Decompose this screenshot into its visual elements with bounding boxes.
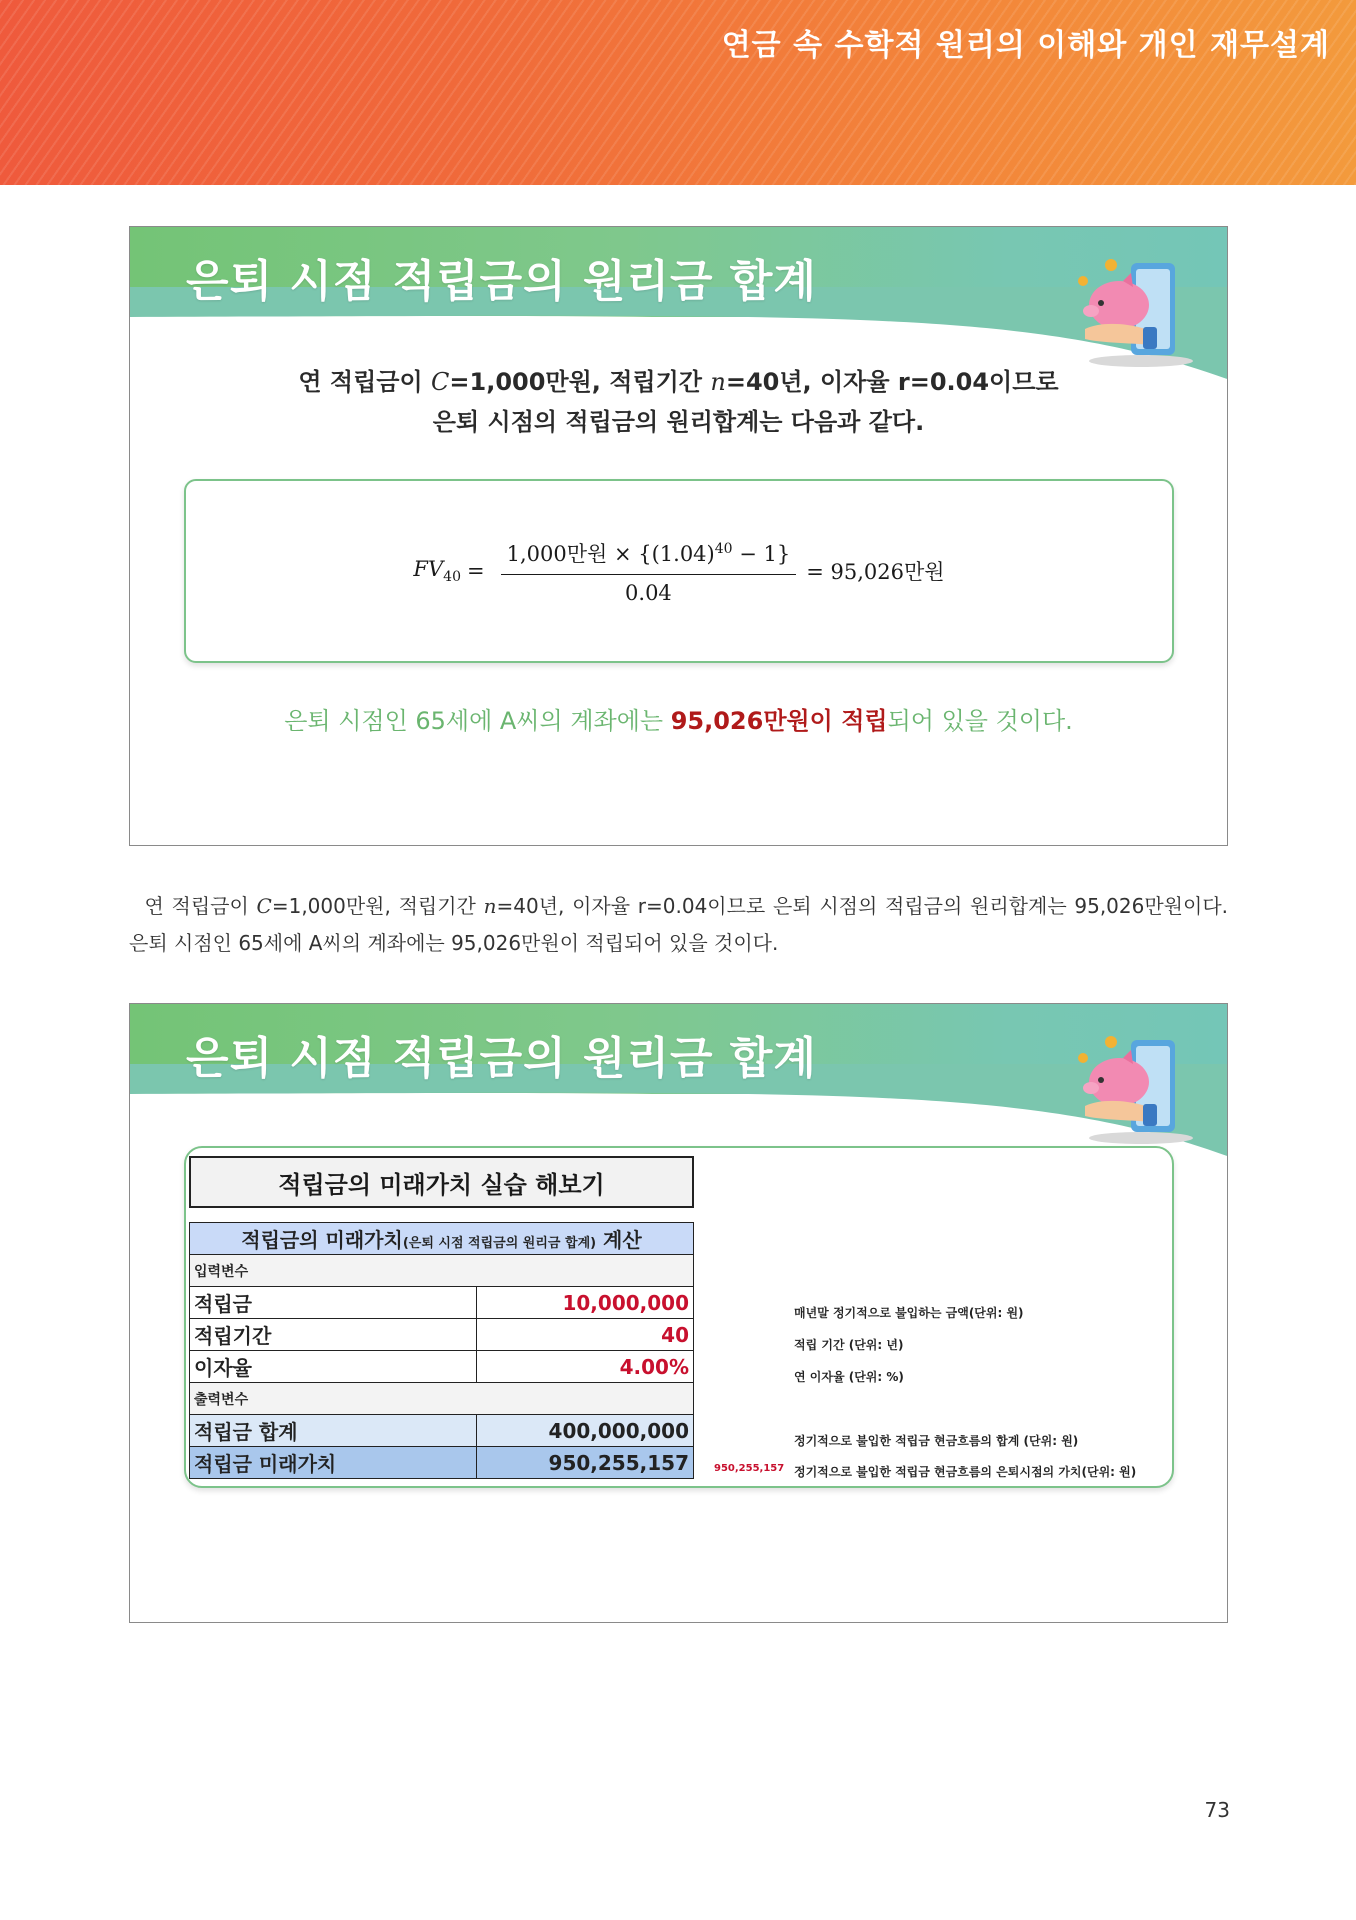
output-label: 적립금 합계 (190, 1415, 477, 1447)
running-header-title: 연금 속 수학적 원리의 이해와 개인 재무설계 (721, 28, 1330, 63)
formula-fv-subscript: 40 (443, 569, 461, 586)
body-variable-c: C (256, 894, 272, 918)
input-description: 매년말 정기적으로 불입하는 금액(단위: 원) (794, 1306, 1024, 1320)
table-header-cell (190, 1223, 694, 1255)
input-section-label: 입력변수 (190, 1255, 694, 1287)
page-header-band (0, 0, 1356, 185)
input-section-row (190, 1255, 694, 1287)
body-variable-n: n (483, 894, 497, 918)
output-description: 정기적으로 불입한 적립금 현금흐름의 은퇴시점의 가치(단위: 원) (794, 1465, 1137, 1479)
body-text-a: 연 적립금이 (144, 894, 257, 918)
future-value-formula (186, 481, 1172, 661)
table-row (190, 1287, 694, 1319)
page-number: 73 (1204, 1798, 1230, 1822)
output-description: 정기적으로 불입한 적립금 현금흐름의 합계 (단위: 원) (794, 1434, 1079, 1448)
variable-c: C (431, 368, 450, 396)
output-section-row (190, 1383, 694, 1415)
formula-fraction (501, 538, 797, 605)
input-label: 적립금 (190, 1287, 477, 1319)
formula-result: = 95,026만원 (806, 560, 945, 584)
input-value-cell[interactable]: 40 (477, 1319, 694, 1351)
table-header-row (190, 1223, 694, 1255)
formula-denominator: 0.04 (625, 580, 672, 605)
input-description: 연 이자율 (단위: %) (794, 1370, 904, 1384)
spreadsheet-title: 적립금의 미래가치 실습 해보기 (189, 1156, 694, 1208)
intro-line-1 (130, 362, 1227, 402)
formula-numerator (501, 538, 797, 575)
side-value-note: 950,255,157 (714, 1463, 785, 1474)
body-text-b: =1,000만원, 적립기간 (271, 894, 484, 918)
slide-retirement-sum-formula (129, 226, 1228, 846)
slide-title: 은퇴 시점 적립금의 원리금 합계 (186, 1033, 817, 1084)
conclusion-text-b: 되어 있을 것이다. (887, 707, 1073, 735)
header-text-b: (은퇴 시점 적립금의 원리금 합계) (402, 1236, 597, 1251)
piggy-bank-icon (1071, 1036, 1201, 1146)
intro-text-c: =40년, 이자율 r=0.04이므로 (725, 368, 1059, 396)
table-row (190, 1415, 694, 1447)
body-paragraph (129, 888, 1228, 962)
body-text-c: =40년, 이자율 r=0.04이므로 은퇴 시점의 적립금의 원리합계는 95,026만원이다. 은퇴 시점인 65세에 A씨의 계좌에는 95,026만원이 적립되어 있을 것이다. (129, 894, 1228, 955)
input-label: 이자율 (190, 1351, 477, 1383)
table-row (190, 1319, 694, 1351)
slide-intro-text (130, 362, 1227, 442)
table-row (190, 1447, 694, 1479)
output-value-cell: 400,000,000 (477, 1415, 694, 1447)
input-description: 적립 기간 (단위: 년) (794, 1338, 904, 1352)
formula-box (184, 479, 1174, 663)
numerator-base: 1,000만원 × {(1.04) (506, 541, 715, 566)
conclusion-highlight: 95,026만원이 적립 (670, 707, 888, 735)
future-value-calc-table (189, 1222, 694, 1479)
output-section-label: 출력변수 (190, 1383, 694, 1415)
formula-fv: FV (413, 556, 444, 581)
table-row (190, 1351, 694, 1383)
header-text-a: 적립금의 미래가치 (241, 1228, 403, 1252)
conclusion-text-a: 은퇴 시점인 65세에 A씨의 계좌에는 (284, 707, 671, 735)
slide-title: 은퇴 시점 적립금의 원리금 합계 (186, 256, 817, 307)
formula-lhs (413, 557, 461, 585)
header-text-c: 계산 (596, 1228, 642, 1252)
numerator-exponent: 40 (714, 540, 733, 557)
intro-text-a: 연 적립금이 (298, 368, 432, 396)
slide-conclusion (130, 701, 1227, 736)
output-label: 적립금 미래가치 (190, 1447, 477, 1479)
input-label: 적립기간 (190, 1319, 477, 1351)
intro-text-b: =1,000만원, 적립기간 (449, 368, 711, 396)
variable-n: n (710, 368, 726, 396)
numerator-tail: − 1} (732, 541, 791, 566)
slide-future-value-practice (129, 1003, 1228, 1623)
formula-equals: = (466, 559, 485, 583)
intro-line-2: 은퇴 시점의 적립금의 원리합계는 다음과 같다. (432, 408, 925, 436)
output-value-cell: 950,255,157 (477, 1447, 694, 1479)
input-value-cell[interactable]: 4.00% (477, 1351, 694, 1383)
piggy-bank-icon (1071, 259, 1201, 369)
input-value-cell[interactable]: 10,000,000 (477, 1287, 694, 1319)
